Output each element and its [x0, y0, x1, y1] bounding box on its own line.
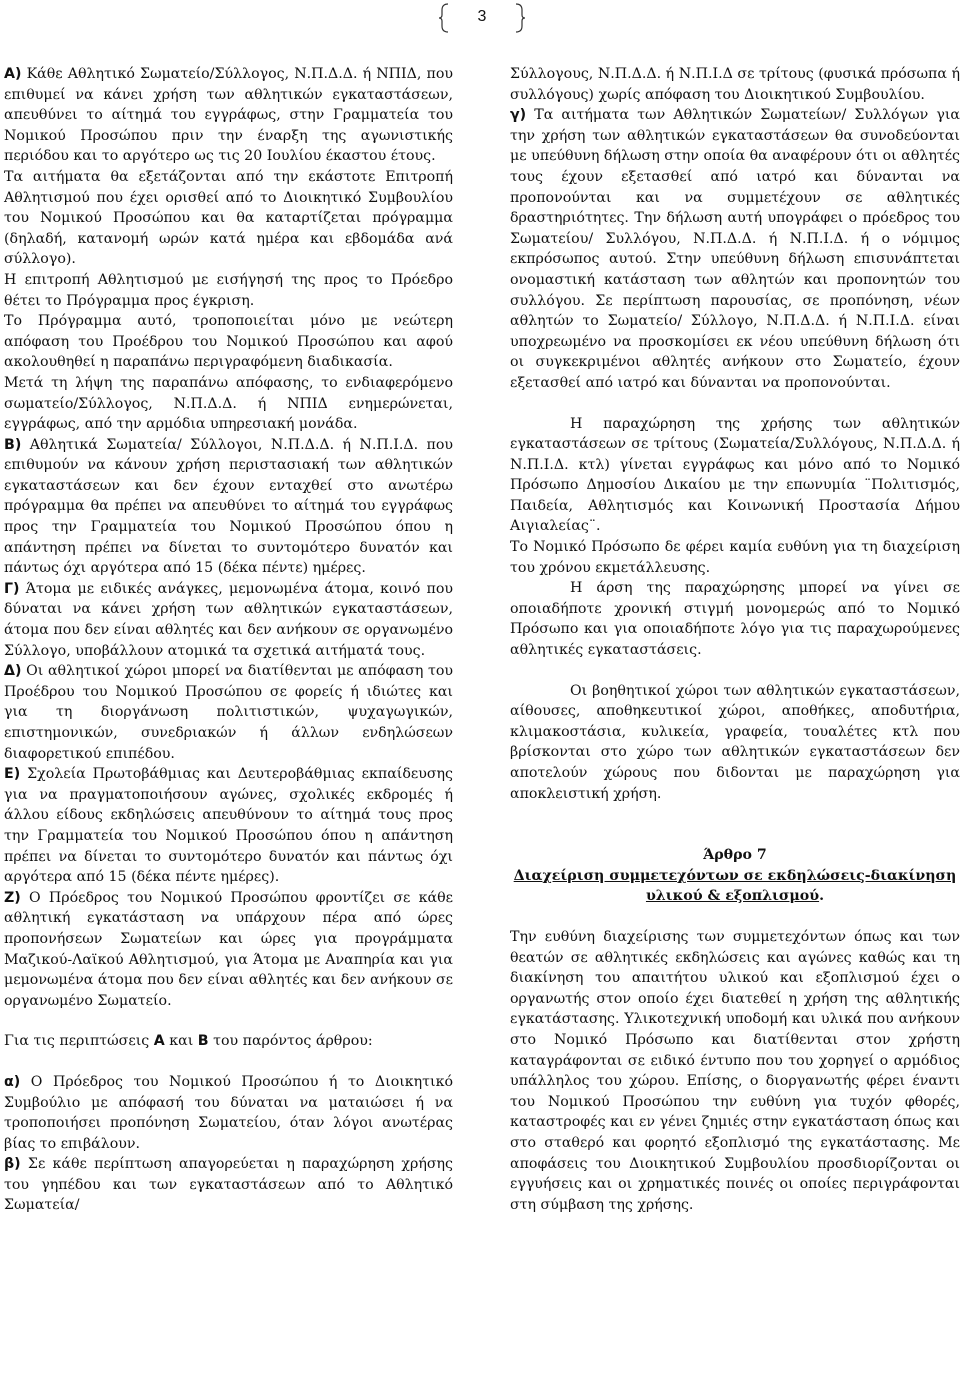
paragraph	[510, 681, 960, 805]
item-label: Ζ)	[4, 889, 21, 906]
cases-intro-text: και	[164, 1033, 198, 1050]
article-subtitle	[510, 866, 960, 907]
paragraph-gamma	[510, 105, 960, 393]
paragraph-text: Το Νομικό Πρόσωπο δε φέρει καμία ευθύνη για τη διαχείριση του χρόνου εκμετάλλευσης.	[510, 539, 960, 576]
paragraph	[4, 311, 453, 373]
page-number-frame	[438, 2, 526, 34]
case-a-label: Α	[153, 1033, 165, 1050]
item-label: Γ)	[4, 580, 20, 597]
paragraph-text: Ο Πρόεδρος του Νομικού Προσώπου φροντίζει σε κάθε αθλητική εγκατάσταση να υπάρχουν πέρα από ώρες προπονήσεων Σωματείων και ώρες για προγράμματα Μαζικού-Λαϊκού Αθλητισμού, για Άτομα με Αναπηρία και για μεμονωμένα άτομα που δεν είναι αθλητές και δεν ανήκουν σε οργανωμένο Σωματείο.	[4, 889, 453, 1009]
paragraph	[510, 414, 960, 538]
paragraph-text: Κάθε Αθλητικό Σωματείο/Σύλλογος, Ν.Π.Δ.Δ. ή ΝΠΙΔ, που επιθυμεί να κάνει χρήση των αθλητικών εγκαταστάσεων, απευθύνει το αίτημά του εγγράφως, στην Γραμματεία του Νομικού Προσώπου πριν την έναρξη της αγωνιστικής περιόδου και το αργότερο ως τις 20 Ιουλίου έκαστου έτους.	[4, 66, 453, 165]
paragraph-text: Τα αιτήματα των Αθλητικών Σωματείων/ Συλλόγων για την χρήση των αθλητικών εγκαταστάσεων θα συνοδεύονται με υπεύθυνη δήλωση στην οποία θα αναφέρουν ότι οι αθλητές τους έχουν εξετασθεί από ιατρό και δύνανται να προπονούνται και να συμμετέχουν σε αθλητικές δραστηριότητες. Την δήλωση αυτή υπογράφει ο πρόεδρος του Σωματείου/ Συλλόγου, Ν.Π.Δ.Δ. ή Ν.Π.Ι.Δ. ή ο νόμιμος εκπρόσωπος αυτού. Στην υπεύθυνη δήλωση επισυνάπτεται ονομαστική κατάσταση των αθλητών και προπονητών του συλλόγου. Σε περίπτωση παρουσίας, σε προπόνηση, νέων αθλητών το Σωματείο/ Σύλλογο, Ν.Π.Δ.Δ. ή Ν.Π.Ι.Δ. είναι υποχρεωμένο να προσκομίσει εκ νέου υπεύθυνη δήλωση ότι οι συγκεκριμένοι αθλητές ανήκουν στο Σωματείο, έχουν εξετασθεί από ιατρό και δύνανται να προπονούνται.	[510, 107, 960, 391]
paragraph-text: Ο Πρόεδρος του Νομικού Προσώπου ή το Διοικητικό Συμβούλιο με απόφασή του δύναται να ματαιώσει ή να τροποποιήσει προπόνηση Σωματείου, όταν λόγοι ανωτέρας βίας το επιβάλουν.	[4, 1073, 453, 1152]
paragraph	[510, 927, 960, 1215]
cases-intro-text: Για τις περιπτώσεις	[4, 1033, 154, 1050]
paragraph-text: Η άρση της παραχώρησης μπορεί να γίνει σε οποιαδήποτε χρονική στιγμή μονομερώς από το Νομικό Πρόσωπο και για οποιαδήποτε λόγο για τις παραχωρούμενες αθλητικές εγκαταστάσεις.	[510, 580, 960, 659]
paragraph-text: Σε κάθε περίπτωση απαγορεύεται η παραχώρηση χρήσης του γηπέδου και των εγκαταστάσεων από το Αθλητικό Σωματεία/	[4, 1156, 453, 1214]
page-number: 3	[477, 8, 487, 25]
item-label: Δ)	[4, 663, 22, 680]
item-label: Α)	[4, 66, 22, 82]
article-title: Άρθρο 7	[703, 847, 767, 864]
cases-intro-text: του παρόντος άρθρου:	[208, 1033, 373, 1050]
paragraph-c	[4, 579, 453, 661]
paragraph-text: Η επιτροπή Αθλητισμού με εισήγησή της προς το Πρόεδρο θέτει το Πρόγραμμα προς έγκριση.	[4, 271, 453, 309]
article-subtitle-end: .	[819, 888, 825, 905]
paragraph-d	[4, 661, 453, 764]
paragraph-b	[4, 435, 453, 579]
item-label: Β)	[4, 436, 22, 453]
paragraph-text: Σχολεία Πρωτοβάθμιας και Δευτεροβάθμιας εκπαίδευσης για να πραγματοποιήσουν αγώνες, σχολικές εκδρομές ή άλλου είδους εκδηλώσεις απευθύνουν το αίτημά τους προς την Γραμματεία του Νομικού Προσώπου όπου η απάντηση πρέπει να δίνεται το συντομότερο δυνατόν και πάντως όχι αργότερα από 15 (δέκα πέντε ημέρες).	[4, 766, 453, 886]
paragraph	[510, 578, 960, 660]
paragraph	[4, 373, 453, 435]
paragraph-text: Οι βοηθητικοί χώροι των αθλητικών εγκαταστάσεων, αίθουσες, αποθηκευτικοί χώροι, αποθήκες, αποδυτήρια, κλιμακοστάσια, κυλικεία, γραφεία, τουαλέτες κτλ που βρίσκονται στο χώρο των αθλητικών εγκαταστάσεων δεν αποτελούν χώρους που διδονται με παραχώρηση για αποκλειστική χρήση.	[510, 682, 960, 802]
right-column	[510, 64, 960, 1215]
item-label: β)	[4, 1156, 21, 1173]
paragraph	[4, 167, 453, 270]
paragraph-continued	[510, 64, 960, 105]
paragraph-text: Την ευθύνη διαχείρισης των συμμετεχόντων όπως και των θεατών σε αθλητικές εκδηλώσεις και αγώνες καθώς και τη διακίνηση του απαιτήτου υλικού και εξοπλισμού έχει ο οργανωτής στον οποίο έχει διατεθεί η χρήση της αθλητικής εγκατάστασης. Υλικοτεχνική υποδομή και υλικά που ανήκουν στο Νομικό Πρόσωπο και διατίθενται στον χρήστη καταγράφονται σε ειδικό έντυπο που του χορηγεί ο αρμόδιος υπάλληλος του χώρου. Επίσης, ο διοργανωτής φέρει έναντι του Νομικού Προσώπου την ευθύνη για τυχόν φθορές, καταστροφές και εν γένει ζημιές στην εγκατάσταση όπως και στο σταθερό και φορητό εξοπλισμό της εγκατάστασης. Με αποφάσεις του Διοικητικού Συμβουλίου προσδιορίζονται οι εγγυήσεις και οι χρηματικές ποινές οι οποίες περιγράφονται στη σύμβαση της χρήσης.	[510, 928, 960, 1213]
paragraph	[4, 270, 453, 311]
paragraph-text: Το Πρόγραμμα αυτό, τροποποιείται μόνο με νεώτερη απόφαση του Προέδρου του Νομικού Προσώπου και αφού ακολουθηθεί η παραπάνω περιγραφόμενη διαδικασία.	[4, 313, 453, 371]
paragraph	[510, 537, 960, 578]
cases-intro	[4, 1031, 453, 1052]
paragraph-beta	[4, 1154, 453, 1216]
paragraph-text: Σύλλογους, Ν.Π.Δ.Δ. ή Ν.Π.Ι.Δ σε τρίτους (φυσικά πρόσωπα ή συλλόγους) χωρίς απόφαση του Διοικητικού Συμβουλίου.	[510, 66, 960, 103]
item-label: γ)	[510, 107, 527, 124]
item-label: α)	[4, 1073, 21, 1090]
item-label: Ε)	[4, 766, 21, 783]
paragraph-text: Αθλητικά Σωματεία/ Σύλλογοι, Ν.Π.Δ.Δ. ή Ν.Π.Ι.Δ. που επιθυμούν να κάνουν χρήση περιστασιακή των αθλητικών εγκαταστάσεων και δεν έχουν ενταχθεί στο ανωτέρω πρόγραμμα θα πρέπει να απευθύνει το αίτημά του εγγράφως προς την Γραμματεία του Νομικού Προσώπου όπου η απάντηση πρέπει να δίνεται το συντομότερο δυνατόν και πάντως όχι αργότερα από 15 (δέκα πέντε) ημέρες.	[4, 436, 453, 577]
paragraph-text: Η παραχώρηση της χρήσης των αθλητικών εγκαταστάσεων σε τρίτους (Σωματεία/Συλλόγους, Ν.Π.Δ.Δ. ή Ν.Π.Ι.Δ. κτλ) γίνεται εγγράφως και μόνο από το Νομικό Πρόσωπο Δημοσίου Δικαίου με την επωνυμία ¨Πολιτισμός, Παιδεία, Αθλητισμός και Κοινωνική Προστασία Δήμου Αιγιαλείας¨.	[510, 415, 960, 535]
case-b-label: Β	[197, 1033, 209, 1050]
paragraph-a	[4, 64, 453, 167]
paragraph-alpha	[4, 1072, 453, 1154]
paragraph-text: Μετά τη λήψη της παραπάνω απόφασης, το ενδιαφερόμενο σωματείο/Σύλλογος, Ν.Π.Δ.Δ. ή ΝΠΙΔ ενημερώνεται, εγγράφως, από την αρμόδια υπηρεσιακή μονάδα.	[4, 374, 453, 433]
left-column	[4, 64, 453, 1216]
paragraph-text: Οι αθλητικοί χώροι μπορεί να διατίθενται με απόφαση του Προέδρου του Νομικού Προσώπου σε φορείς ή ιδιώτες και για τη διοργάνωση πολιτιστικών, ψυχαγωγικών, επιστημονικών, συνεδριακών ή άλλων ενδηλώσεων διαφορετικού επιπέδου.	[4, 663, 453, 762]
paragraph-text: Τα αιτήματα θα εξετάζονται από την εκάστοτε Επιτροπή Αθλητισμού που έχει ορισθεί από το Διοικητικό Συμβουλίου του Νομικού Προσώπου και θα καταρτίζεται πρόγραμμα (δηλαδή, κατανομή ωρών κατά ημέρα και εβδομάδα ανά σύλλογο).	[4, 168, 453, 268]
paragraph-z	[4, 888, 453, 1012]
article-subtitle-text: Διαχείριση συμμετεχόντων σε εκδηλώσεις-διακίνηση υλικού & εξοπλισμού	[513, 867, 957, 905]
paragraph-text: Άτομα με ειδικές ανάγκες, μεμονωμένα άτομα, κοινό που δύναται να κάνει χρήση των αθλητικών εγκαταστάσεων, άτομα που δεν είναι αθλητές και δεν ανήκουν σε οργανωμένο Σύλλογο, υποβάλλουν ατομικά τα σχετικά αιτήματά τους.	[4, 580, 453, 659]
paragraph-e	[4, 764, 453, 888]
